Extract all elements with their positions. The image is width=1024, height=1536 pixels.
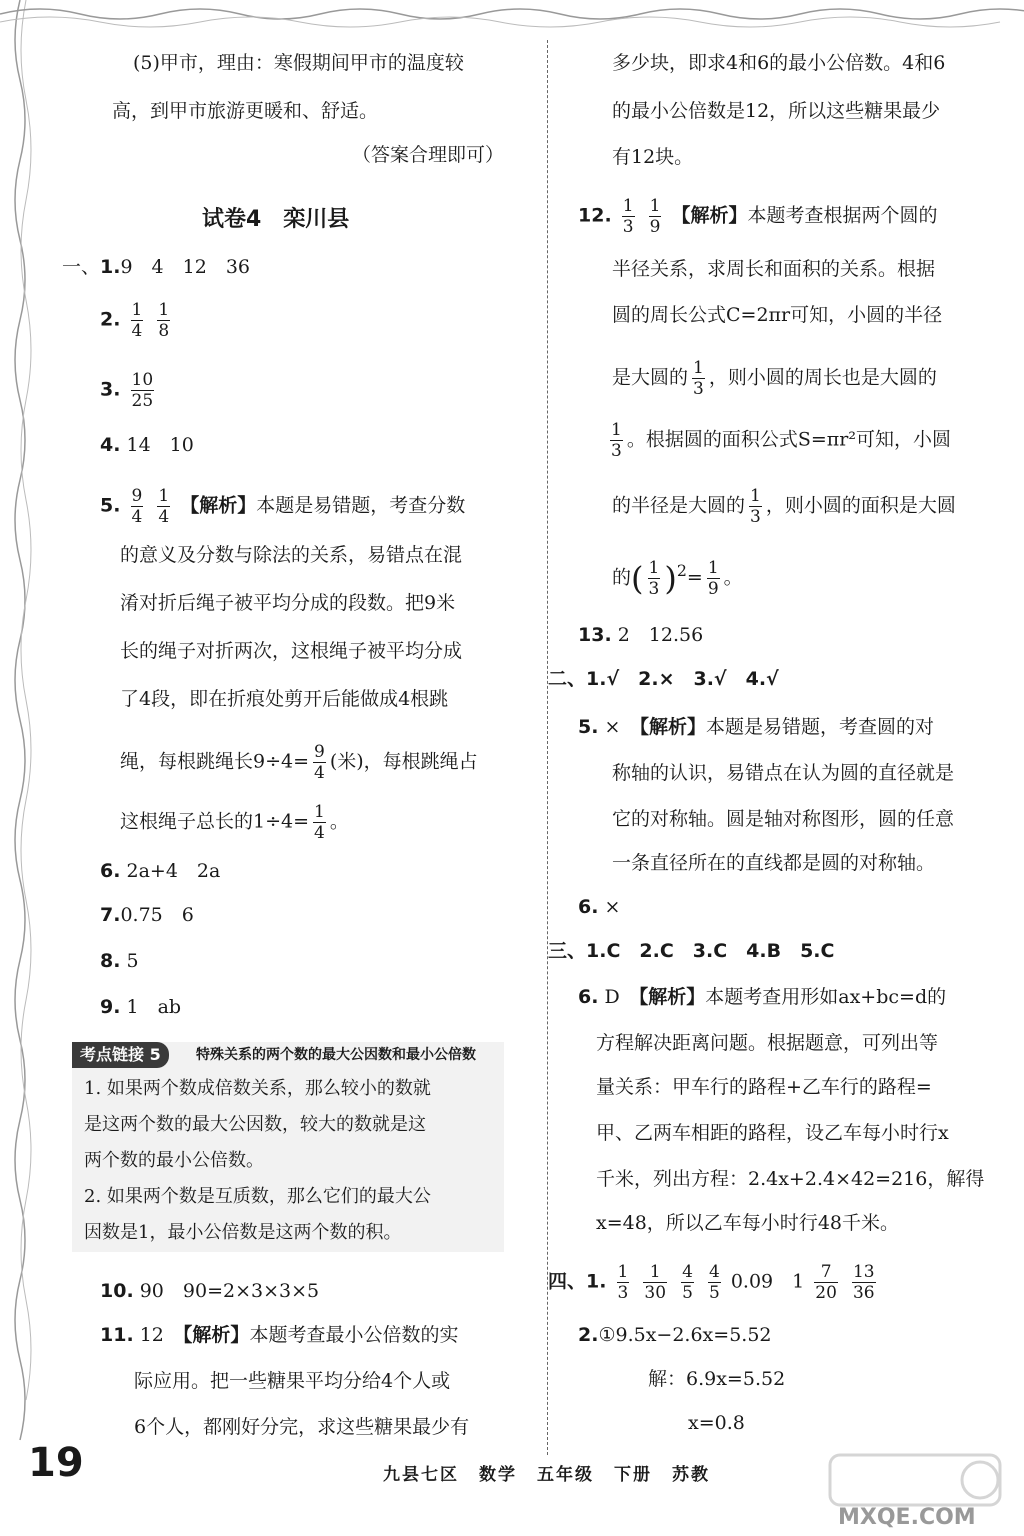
fraction: $\frac{1}{30}$: [644, 1262, 667, 1303]
knowledge-point-text: 因数是1，最小公倍数是这两个数的积。: [84, 1222, 402, 1243]
fraction: $\frac{1}{9}$: [707, 557, 719, 599]
fraction: $\frac{4}{5}$: [682, 1262, 693, 1303]
question-number: 4.: [100, 434, 121, 456]
answer-line-11: [100, 1320, 458, 1350]
question-number: 10.: [100, 1280, 134, 1302]
fraction: $\frac{1}{4}$: [158, 486, 170, 527]
analysis-text: 圆的周长公式C=2πr可知，小圆的半径: [612, 304, 943, 326]
analysis-text: 称轴的认识，易错点在认为圆的直径就是: [612, 762, 955, 784]
fraction: $\frac{1}{9}$: [649, 196, 661, 237]
knowledge-point-text: 2. 如果两个数是互质数，那么它们的最大公: [84, 1186, 431, 1207]
answer-value: 90 90=2×3×3×5: [139, 1280, 320, 1302]
analysis-tag: 【解析】: [182, 1324, 250, 1346]
analysis-text-with-fraction: 的半径是大圆的 $\frac{1}{3}$ ，则小圆的面积是大圆: [612, 486, 956, 527]
analysis-text: 长的绳子对折两次，这根绳子被平均分成: [120, 640, 463, 662]
answer-value: ×: [604, 716, 621, 738]
analysis-text: 的最小公倍数是12，所以这些糖果最少: [612, 100, 941, 122]
analysis-text: 甲、乙两车相距的路程，设乙车每小时行x: [596, 1122, 949, 1144]
analysis-tag: 【解析】: [638, 986, 706, 1008]
knowledge-point-text: 是这两个数的最大公因数，较大的数就是这: [84, 1114, 426, 1135]
analysis-text: 半径关系，求周长和面积的关系。根据: [612, 258, 936, 280]
answer-value: 14 10: [126, 434, 194, 456]
analysis-text: 千米，列出方程：2.4x+2.4×42=216，解得: [596, 1168, 985, 1190]
section-four-answer-1: [548, 1262, 880, 1303]
analysis-tag: 【解析】: [180, 494, 257, 517]
analysis-text: 一条直径所在的直线都是圆的对称轴。: [612, 852, 936, 874]
section-three-answers: [548, 936, 834, 966]
section-two-answers: [548, 664, 779, 694]
analysis-text: 它的对称轴。圆是轴对称图形，圆的任意: [612, 808, 955, 830]
question-number: 11.: [100, 1324, 134, 1346]
analysis-text: 的意义及分数与除法的关系，易错点在混: [120, 544, 463, 566]
answer-line-4-2: [578, 1320, 772, 1350]
answer-value: 12: [139, 1324, 164, 1346]
answer-line-2-6: [578, 892, 620, 922]
fraction: $\frac{1}{3}$: [611, 420, 622, 461]
answer-value: ×: [604, 896, 621, 918]
question-number: 13.: [578, 624, 612, 646]
fraction: $\frac{7}{20}$: [815, 1262, 837, 1303]
answer-value: 1.C 2.C 3.C 4.B 5.C: [586, 940, 835, 962]
question-number: 5.: [100, 494, 121, 517]
answer-value: 1.√ 2.× 3.√ 4.√: [586, 668, 779, 690]
answer-line-2-5: [578, 712, 934, 742]
answer-value: 0.09: [730, 1270, 774, 1293]
analysis-tag: 【解析】: [639, 716, 706, 738]
watermark-text: MXQE.COM: [838, 1505, 976, 1530]
analysis-text: 际应用。把一些糖果平均分给4个人或: [134, 1370, 451, 1392]
answer-line-12: [578, 196, 938, 237]
answer-line-3: [100, 370, 158, 411]
answer-value: 0.75 6: [120, 904, 194, 926]
fraction: $\frac{1}{4}$: [314, 802, 325, 843]
analysis-text: 本题考查最小公倍数的实: [249, 1324, 459, 1346]
analysis-text-with-fraction: $\frac{1}{3}$ 。根据圆的面积公式S=πr²可知，小圆: [611, 420, 951, 461]
equation: 解：6.9x=5.52: [648, 1368, 786, 1390]
answer-value: 2 12.56: [617, 624, 704, 646]
analysis-text: 本题考查根据两个圆的: [747, 204, 938, 227]
answer-value: 2a+4 2a: [126, 860, 221, 882]
answer-line-1: [62, 252, 250, 282]
analysis-text: 了4段，即在折痕处剪开后能做成4根跳: [120, 688, 449, 710]
analysis-text: 多少块，即求4和6的最小公倍数。4和6: [612, 52, 946, 74]
section-label: 四、: [548, 1270, 587, 1293]
fraction: $\frac{1}{4}$: [131, 300, 143, 341]
question-number: 8.: [100, 950, 121, 972]
analysis-text: 量关系：甲车行的路程+乙车行的路程=: [596, 1076, 932, 1098]
question-number: 1.: [100, 256, 121, 278]
answer-line-5: [100, 486, 465, 527]
analysis-text: 淆对折后绳子被平均分成的段数。把9米: [120, 592, 456, 614]
analysis-text: x=48，所以乙车每小时行48千米。: [596, 1212, 899, 1234]
answer-line-9: [100, 992, 181, 1022]
analysis-text-with-fraction: 的( $\frac{1}{3}$ )$^2$= $\frac{1}{9}$ 。: [612, 557, 743, 599]
fraction: $\frac{1}{3}$: [617, 1262, 629, 1303]
answer-value: 5: [126, 950, 139, 972]
analysis-text: 方程解决距离问题。根据题意，可列出等: [596, 1032, 939, 1054]
analysis-text-with-fraction: 绳，每根跳绳长9÷4= $\frac{9}{4}$ (米)，每根跳绳占: [120, 742, 478, 783]
question-number: 6.: [578, 986, 599, 1008]
answer-value: 9 4 12 36: [120, 256, 250, 278]
left-decorative-border: [6, 0, 34, 1470]
page-number: 19: [28, 1440, 84, 1486]
answer-line-7: [100, 900, 194, 930]
section-label: 三、: [548, 940, 587, 962]
analysis-text-with-fraction: 这根绳子总长的1÷4= $\frac{1}{4}$ 。: [120, 802, 349, 843]
fraction: $\frac{9}{4}$: [314, 742, 325, 783]
section-label: 二、: [548, 668, 587, 690]
question-number: 2.: [100, 308, 121, 331]
knowledge-point-text: 1. 如果两个数成倍数关系，那么较小的数就: [84, 1078, 431, 1099]
analysis-text: 有12块。: [612, 146, 694, 168]
knowledge-point-tag: 考点链接 5: [72, 1042, 169, 1068]
analysis-text: 本题考查用形如ax+bc=d的: [705, 986, 947, 1008]
question-number: 1.: [586, 1270, 607, 1293]
question-number: 5.: [578, 716, 599, 738]
answer-value: 1: [792, 1270, 805, 1293]
question-number: 3.: [100, 378, 121, 401]
answer-line-13: [578, 620, 703, 650]
top-decorative-border: [0, 0, 1024, 34]
fraction: $\frac{13}{36}$: [852, 1262, 875, 1303]
column-divider: [547, 40, 548, 1455]
analysis-tag: 【解析】: [671, 204, 748, 227]
item5-line2: 高，到甲市旅游更暖和、舒适。: [112, 100, 379, 122]
fraction: $\frac{1}{3}$: [648, 557, 660, 599]
item5-line1: (5)甲市，理由：寒假期间甲市的温度较: [133, 52, 464, 74]
analysis-text: 本题是易错题，考查分数: [256, 494, 466, 517]
analysis-text: 本题是易错题，考查圆的对: [705, 716, 934, 738]
answer-line-10: [100, 1276, 319, 1306]
answer-line-3-6: [578, 982, 946, 1012]
fraction: $\frac{4}{5}$: [708, 1262, 720, 1303]
analysis-text: 6个人，都刚好分完，求这些糖果最少有: [134, 1416, 470, 1438]
knowledge-point-title: 特殊关系的两个数的最大公因数和最小公倍数: [196, 1047, 476, 1063]
fraction: $\frac{1}{3}$: [750, 486, 761, 527]
footer-meta: 九县七区 数学 五年级 下册 苏教: [383, 1465, 710, 1485]
question-number: 2.: [578, 1324, 599, 1346]
answer-line-4: [100, 430, 194, 460]
equation: x=0.8: [688, 1412, 745, 1434]
answer-line-8: [100, 946, 139, 976]
question-number: 6.: [578, 896, 599, 918]
question-number: 9.: [100, 996, 121, 1018]
knowledge-point-text: 两个数的最小公倍数。: [84, 1150, 264, 1171]
question-number: 6.: [100, 860, 121, 882]
section-label: 一、: [62, 256, 101, 278]
fraction: $\frac{1}{3}$: [622, 196, 634, 237]
answer-value: D: [604, 986, 620, 1008]
fraction: $\frac{1}{8}$: [158, 300, 170, 341]
answer-line-6: [100, 856, 220, 886]
equation: ①9.5x−2.6x=5.52: [598, 1324, 772, 1346]
fraction: $\frac{1}{3}$: [693, 358, 704, 399]
item5-note: （答案合理即可）: [352, 144, 505, 166]
question-number: 12.: [578, 204, 612, 227]
analysis-text-with-fraction: 是大圆的 $\frac{1}{3}$ ，则小圆的周长也是大圆的: [612, 358, 937, 399]
page-title: 试卷4 栾川县: [202, 207, 350, 232]
answer-line-2: [100, 300, 174, 341]
fraction: $\frac{10}{25}$: [131, 370, 154, 411]
answer-value: 1 ab: [126, 996, 182, 1018]
question-number: 7.: [100, 904, 121, 926]
fraction: $\frac{9}{4}$: [131, 486, 143, 527]
